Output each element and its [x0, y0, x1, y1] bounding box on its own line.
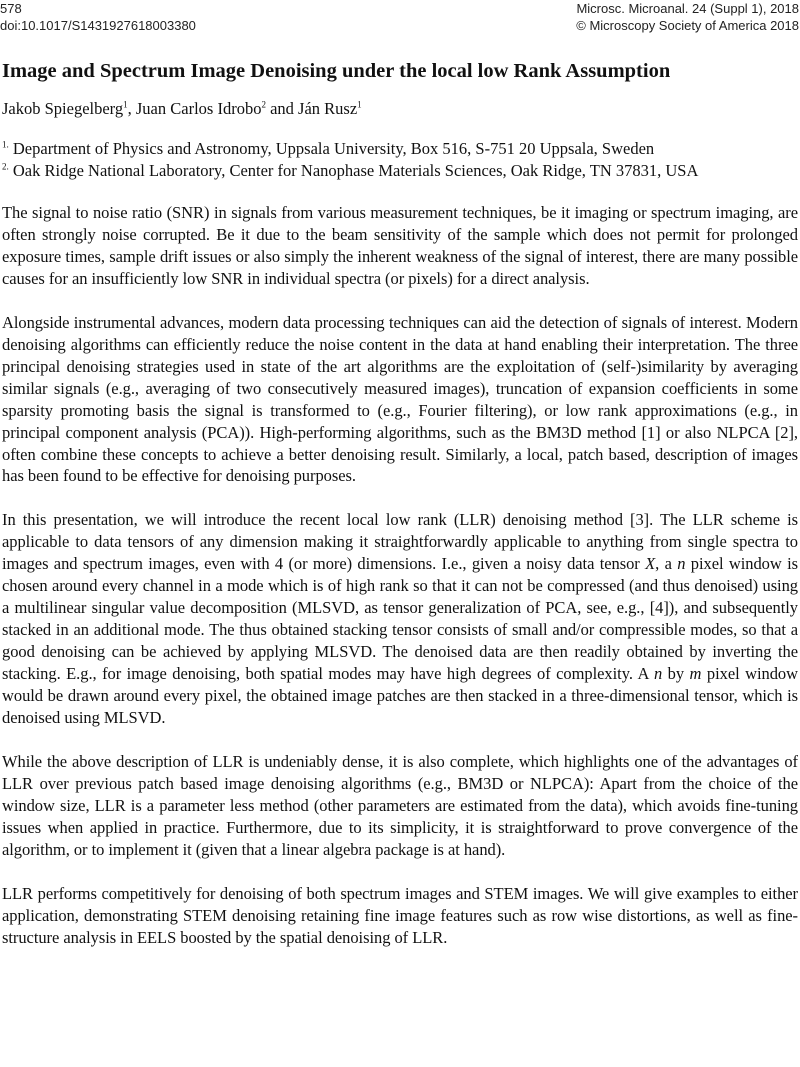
affiliation-list: [2, 138, 800, 182]
affiliation-text: Department of Physics and Astronomy, Uppsala University, Box 516, S-751 20 Uppsala, Sweden: [12, 139, 655, 158]
author-affiliation-mark: 1: [123, 99, 128, 110]
variable-m: m: [689, 664, 702, 684]
author-affiliation-mark: 1: [357, 99, 362, 110]
header-row-top: [0, 0, 800, 17]
paragraph-text-segment: pixel window is chosen around every channel in a mode which is of high rank so that it can not be compressed (and thus denoised) using a multilinear singular value decomposition (MLSVD, as tensor generalization of PCA, see, e.g., [4]), and subsequently stacked in an additional mode. The thus obtained stacking tensor consists of small and/or compressible modes, so that a good denoising can be achieved by applying MLSVD. The denoised data are then readily obtained by inverting the stacking. E.g., for image denoising, both spatial modes may have high degrees of complexity. A: [2, 554, 798, 684]
paragraph-results: LLR performs competitively for denoising of both spectrum images and STEM images. We will give examples to either application, demonstrating STEM denoising retaining fine image features such as row wise distortions, as well as fine-structure analysis in EELS boosted by the spatial denoising of LLR.: [2, 883, 798, 947]
doi: doi:10.1017/S1431927618003380: [0, 18, 196, 33]
paragraph-advantages: While the above description of LLR is undeniably dense, it is also complete, which highlights one of the advantages of LLR over previous patch based image denoising algorithms (e.g., BM3D or NLPCA): Apart from the choice of the window size, LLR is a parameter less method (other parameters are estimated from the data), which avoids fine-tuning issues when applied in practice. Furthermore, due to its simplicity, it is straightforward to prove convergence of the algorithm, or to implement it (given that a linear algebra package is at hand).: [2, 751, 798, 859]
article: [0, 58, 800, 971]
paper-title: Image and Spectrum Image Denoising under the local low Rank Assumption: [2, 60, 671, 82]
affiliation-mark: 1.: [2, 139, 9, 150]
paragraph-text-segment: In this presentation, we will introduce the recent local low rank (LLR) denoising method [3]. The LLR scheme is applicable to data tensors of any dimension making it straightforwardly applicable to anything from single spectra to images and spectrum images, even with 4 (or more) dimensions. I.e., given a noisy data tensor: [2, 510, 798, 574]
author-list: [2, 98, 800, 120]
page-header: [0, 0, 800, 34]
paragraph-text-segment: , a: [655, 554, 678, 574]
body-text: [0, 202, 800, 949]
variable-n: n: [677, 554, 686, 574]
copyright: © Microscopy Society of America 2018: [576, 18, 799, 33]
affiliation-mark: 2.: [2, 161, 9, 172]
author-name: Ján Rusz: [298, 99, 358, 118]
author-affiliation-mark: 2: [261, 99, 266, 110]
header-row-bottom: [0, 17, 800, 34]
author-separator: ,: [127, 99, 136, 118]
variable-x: X: [645, 554, 656, 574]
paragraph-method: [0, 509, 800, 729]
journal-citation: Microsc. Microanal. 24 (Suppl 1), 2018: [576, 1, 799, 16]
author-name: Jakob Spiegelberg: [2, 99, 124, 118]
paragraph-intro: The signal to noise ratio (SNR) in signals from various measurement techniques, be it imaging or spectrum imaging, are often strongly noise corrupted. Be it due to the beam sensitivity of the sample which does not permit for prolonged exposure times, sample drift issues or also simply the inherent weakness of the signal of interest, there are many possible causes for an insufficiently low SNR in individual spectra (or pixels) for a direct analysis.: [2, 203, 798, 288]
paragraph-text-segment: by: [662, 664, 690, 684]
affiliation: [2, 138, 800, 160]
affiliation-text: Oak Ridge National Laboratory, Center for Nanophase Materials Sciences, Oak Ridge, TN 37831, USA: [12, 161, 699, 180]
page-number: 578: [0, 1, 22, 16]
paragraph-text-segment: pixel window would be drawn around every pixel, the obtained image patches are then stacked in a three-dimensional tensor, which is denoised using MLSVD.: [2, 664, 798, 728]
affiliation: [2, 160, 800, 182]
author-separator: and: [265, 99, 299, 118]
variable-n: n: [653, 664, 663, 684]
author-name: Juan Carlos Idrobo: [135, 99, 262, 118]
paragraph-background: Alongside instrumental advances, modern data processing techniques can aid the detection of signals of interest. Modern denoising algorithms can efficiently reduce the noise content in the data at hand enabling their interpretation. The three principal denoising strategies used in state of the art algorithms are the exploitation of (self-)similarity by averaging similar signals (e.g., averaging of two consecutively measured images), truncation of expansion coefficients in some sparsity promoting basis the signal is transformed to (e.g., Fourier filtering), or low rank approximations (e.g., in principal component analysis (PCA)). High-performing algorithms, such as the BM3D method [1] or also NLPCA [2], often combine these concepts to achieve a better denoising result. Similarly, a local, patch based, description of images has been found to be effective for denoising purposes.: [2, 312, 798, 486]
